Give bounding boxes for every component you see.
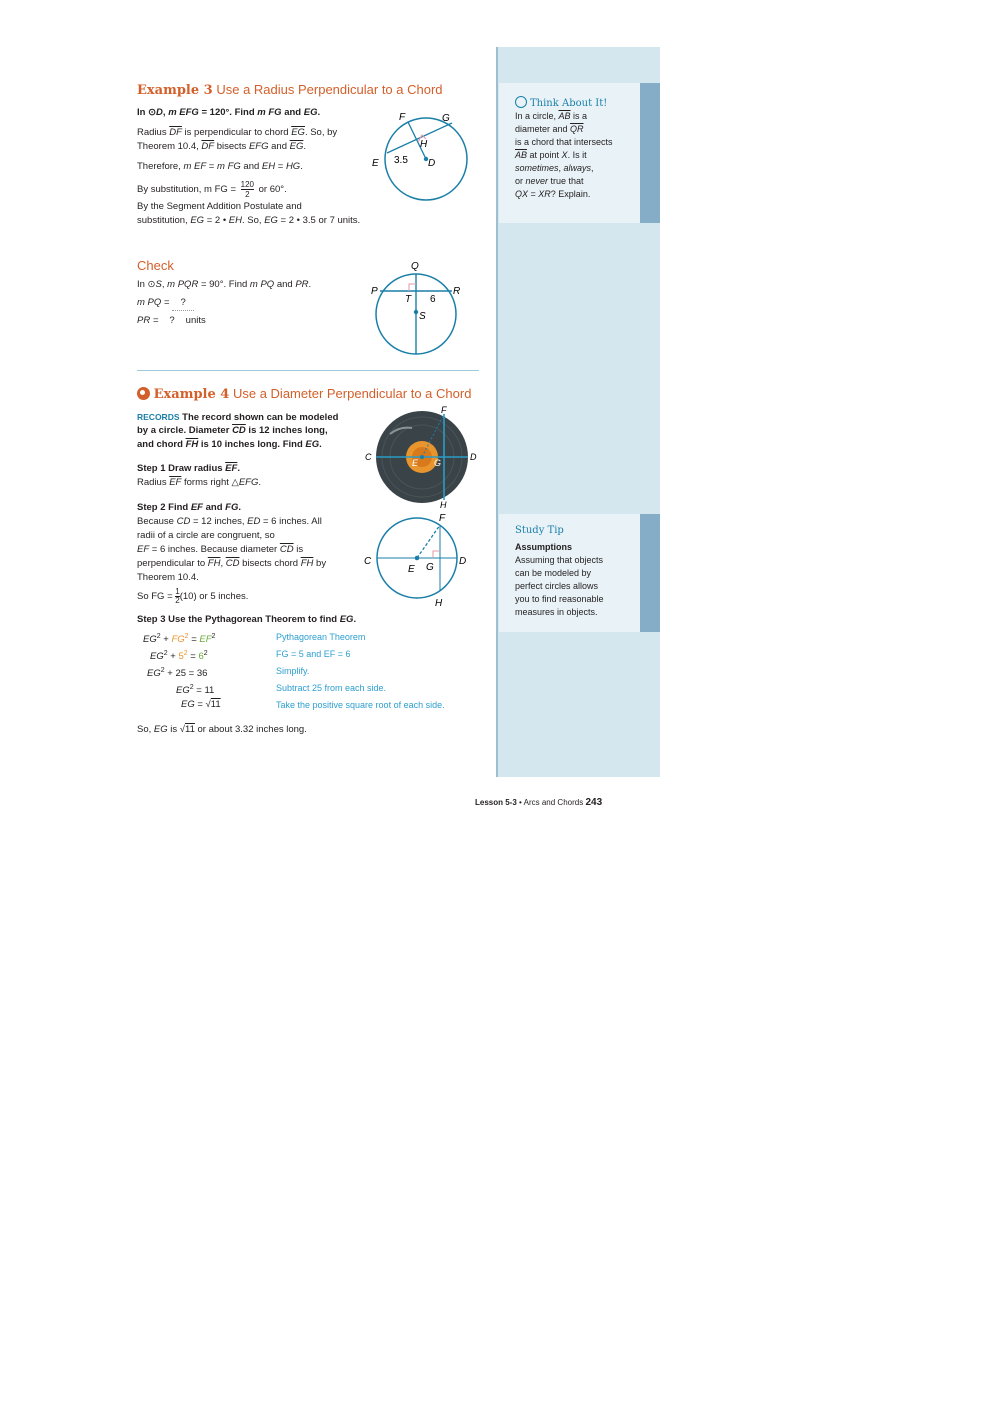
label-s: S bbox=[419, 311, 426, 322]
intro-1: The record shown can be modeled bbox=[182, 412, 339, 423]
label-t: T bbox=[405, 294, 412, 305]
label-r: R bbox=[453, 286, 461, 297]
think-line: $\overline{AB}$ at point X. Is it bbox=[515, 150, 587, 160]
example-3-line-5: By the Segment Addition Postulate and bbox=[137, 201, 302, 212]
label-d: D bbox=[428, 158, 436, 169]
think-line: or never true that bbox=[515, 176, 584, 186]
label-e: E bbox=[372, 158, 379, 169]
example-3-line-6: substitution, EG = 2 • EH. So, EG = 2 • 3.5 or 7 units. bbox=[137, 215, 361, 226]
footer-topic: Arcs and Chords bbox=[523, 798, 584, 807]
example-3-line-1: Radius $\overline{DF}$ is perpendicular to chord $\overline{EG}$. So, by bbox=[137, 127, 338, 138]
study-line: can be modeled by bbox=[515, 568, 592, 578]
check-unit: units bbox=[185, 315, 206, 326]
record-label-h: H bbox=[440, 500, 447, 510]
label-h: H bbox=[420, 139, 428, 150]
study-line: Assuming that objects bbox=[515, 555, 604, 565]
example-3-line-3: Therefore, m EF = m FG and EH = HG. bbox=[137, 161, 303, 172]
fraction-denominator: 2 bbox=[245, 190, 250, 199]
record-label-f: F bbox=[441, 405, 447, 415]
step-2-title: Step 2 Find EF and FG. bbox=[137, 502, 241, 513]
example-3-line-4a: By substitution, m FG = bbox=[137, 184, 236, 196]
record-photo bbox=[360, 404, 482, 510]
think-about-it-bar bbox=[640, 83, 660, 223]
equation-row-3: $EG^2 + 25 = 36$ bbox=[147, 667, 208, 680]
label-q: Q bbox=[411, 261, 419, 272]
example-4-intro-2: by a circle. Diameter $\overline{CD}$ is 12 inches long, bbox=[137, 425, 328, 436]
equation-row-2: $EG^2 + 5^2 = 6^2$ bbox=[150, 650, 208, 663]
radius-ef bbox=[417, 525, 440, 558]
equation-note-4: Subtract 25 from each side. bbox=[276, 683, 387, 693]
page-number: 243 bbox=[585, 797, 603, 808]
step-2-line-2: radii of a circle are congruent, so bbox=[137, 530, 275, 541]
half-numerator: 1 bbox=[175, 587, 180, 596]
label-3-5: 3.5 bbox=[394, 155, 408, 166]
study-tip-title: Study Tip bbox=[515, 525, 564, 536]
check-diagram bbox=[366, 258, 470, 356]
step-2-line-4: perpendicular to $\overline{FH}$, $\overline{CD}$ bisects chord $\overline{FH}$ by bbox=[137, 558, 327, 569]
fraction bbox=[241, 180, 254, 199]
label-e: E bbox=[408, 564, 415, 575]
label-c: C bbox=[364, 556, 372, 567]
example-3-given: In ⊙D, m EFG = 120°. Find m FG and EG. bbox=[137, 107, 321, 118]
example-3-heading bbox=[137, 82, 443, 99]
section-divider bbox=[137, 370, 479, 371]
record-label-g: G bbox=[434, 458, 442, 468]
equation-row-1: $EG^2 + FG^2 = EF^2$ bbox=[143, 633, 216, 646]
label-p: P bbox=[371, 286, 378, 297]
step-3-title: Step 3 Use the Pythagorean Theorem to find EG. bbox=[137, 614, 357, 625]
example-4-title: Use a Diameter Perpendicular to a Chord bbox=[232, 386, 472, 401]
study-tip-text bbox=[515, 554, 604, 619]
label-6: 6 bbox=[430, 294, 436, 305]
think-line: In a circle, $\overline{AB}$ is a bbox=[515, 111, 588, 121]
think-line: diameter and $\overline{QR}$ bbox=[515, 124, 584, 134]
step-2-so bbox=[137, 588, 248, 605]
step-2-line-1: Because CD = 12 inches, ED = 6 inches. All bbox=[137, 516, 322, 527]
check-answer-1[interactable]: ? bbox=[172, 296, 194, 311]
equation-note-1: Pythagorean Theorem bbox=[276, 632, 366, 642]
label-f: F bbox=[439, 513, 446, 524]
fraction-numerator: 120 bbox=[240, 180, 254, 189]
footer-lesson: Lesson 5-3 bbox=[475, 798, 517, 807]
study-line: you to find reasonable bbox=[515, 594, 604, 604]
think-about-it-title: Think About It! bbox=[530, 98, 608, 109]
equation-row-5: EG = √11 bbox=[181, 699, 221, 710]
example-3-line-4 bbox=[137, 180, 287, 199]
check-q2 bbox=[137, 314, 206, 328]
example-3-line-4b: or 60°. bbox=[258, 184, 287, 196]
think-about-it-box bbox=[499, 83, 640, 223]
study-tip-box bbox=[499, 514, 640, 632]
label-g: G bbox=[442, 113, 450, 124]
check-q2-label: PR = bbox=[137, 315, 162, 326]
example-4-intro-3: and chord $\overline{FH}$ is 10 inches long. Find EG. bbox=[137, 439, 322, 450]
equation-note-3: Simplify. bbox=[276, 666, 310, 676]
head-icon bbox=[515, 96, 527, 108]
think-about-it-text bbox=[515, 110, 613, 201]
half-denominator: 2 bbox=[175, 596, 180, 605]
label-g: G bbox=[426, 562, 434, 573]
right-angle-mark bbox=[433, 551, 440, 558]
equation-note-5: Take the positive square root of each side. bbox=[276, 700, 445, 710]
page-footer bbox=[475, 797, 602, 808]
step-2-so-a: So FG = bbox=[137, 591, 173, 603]
example-4-diagram bbox=[360, 510, 476, 610]
think-line: QX = XR? Explain. bbox=[515, 189, 591, 199]
example-3-title: Use a Radius Perpendicular to a Chord bbox=[216, 82, 443, 97]
record-label-c: C bbox=[365, 452, 372, 462]
step-1-title: Step 1 Draw radius $\overline{EF}$. bbox=[137, 463, 240, 474]
think-line: sometimes, always, bbox=[515, 163, 594, 173]
sidebar-rule bbox=[496, 47, 498, 777]
example-4-conclusion: So, EG is √11 or about 3.32 inches long. bbox=[137, 724, 307, 735]
check-title: Check bbox=[137, 258, 174, 273]
step-2-line-5: Theorem 10.4. bbox=[137, 572, 199, 583]
check-answer-2[interactable]: ? bbox=[169, 315, 175, 326]
footer-sep: • bbox=[519, 798, 522, 807]
equation-note-2: FG = 5 and EF = 6 bbox=[276, 649, 351, 659]
globe-icon bbox=[137, 387, 150, 400]
example-4-heading bbox=[137, 386, 471, 403]
check-given: In ⊙S, m PQR = 90°. Find m PQ and PR. bbox=[137, 279, 312, 290]
point-e bbox=[415, 556, 420, 561]
example-3-line-2: Theorem 10.4, $\overline{DF}$ bisects EFG and $\overline{EG}$. bbox=[137, 141, 306, 152]
example-4-intro-1 bbox=[137, 410, 338, 425]
check-q1 bbox=[137, 296, 194, 311]
example-4-label: Example 4 bbox=[153, 387, 230, 402]
example-3-label: Example 3 bbox=[137, 83, 213, 98]
think-about-it-heading bbox=[515, 93, 607, 111]
study-tip-bar bbox=[640, 514, 660, 632]
point-s bbox=[414, 310, 418, 314]
study-tip-subtitle: Assumptions bbox=[515, 542, 573, 552]
study-line: measures in objects. bbox=[515, 607, 598, 617]
step-1-text: Radius $\overline{EF}$ forms right △EFG. bbox=[137, 477, 261, 488]
label-h: H bbox=[435, 598, 443, 609]
step-2-so-b: (10) or 5 inches. bbox=[179, 591, 249, 603]
label-d: D bbox=[459, 556, 467, 567]
record-label-e: E bbox=[412, 458, 419, 468]
label-f: F bbox=[399, 112, 406, 123]
equation-row-4: $EG^2 = 11$ bbox=[176, 684, 215, 697]
think-line: is a chord that intersects bbox=[515, 137, 613, 147]
check-q1-label: m PQ = bbox=[137, 297, 173, 308]
example-3-diagram bbox=[368, 106, 476, 202]
records-label: RECORDS bbox=[137, 412, 180, 422]
record-label-d: D bbox=[470, 452, 477, 462]
right-angle-mark bbox=[409, 284, 416, 291]
step-2-line-3: EF = 6 inches. Because diameter $\overline{CD}$ is bbox=[137, 544, 304, 555]
point-e bbox=[420, 455, 424, 459]
study-line: perfect circles allows bbox=[515, 581, 599, 591]
